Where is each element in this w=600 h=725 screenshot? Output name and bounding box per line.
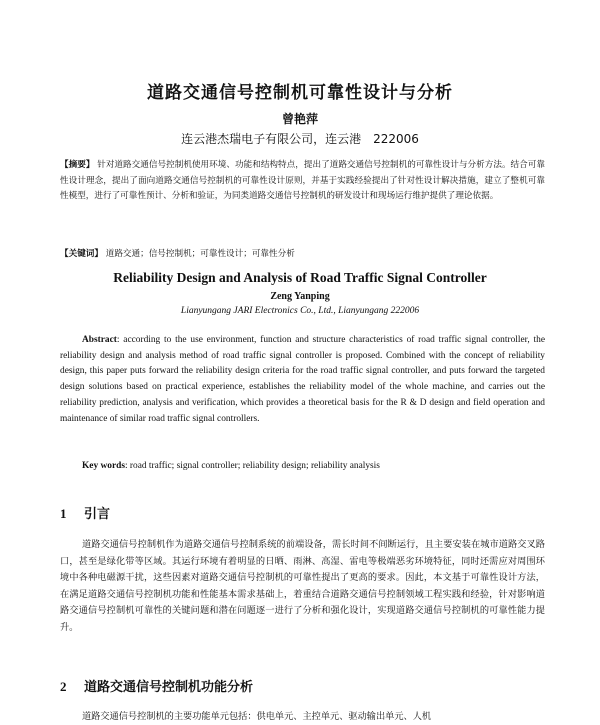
abstract-cn — [60, 158, 545, 205]
abstract-en-text: : according to the use environment, function and structure characteristics of road traffic signal controller, the reliability design and analysis method of road traffic signal controller is proposed. Combined with the concept of reliability design, this paper puts forward the reliability design criteria for the road traffic signal controller, and puts forward the targeted design solutions based on practical experience, establishes the reliability model of the whole machine, and carries out the reliability prediction, analysis and verification, which provides a theoretical basis for the R & D design and field operation and maintenance of similar road traffic signal controllers. — [60, 335, 545, 424]
section-2-title: 道路交通信号控制机功能分析 — [84, 680, 254, 695]
abstract-cn-label: 【摘要】 — [60, 160, 95, 170]
abstract-en — [60, 333, 545, 427]
author-name-cn: 曾艳萍 — [281, 112, 318, 126]
affiliation-en: Lianyungang JARI Electronics Co., Ltd., Lianyungang 222006 — [180, 306, 420, 316]
keywords-en-label: Key words — [82, 461, 125, 471]
section-1-heading — [60, 503, 110, 522]
paper-title-cn: 道路交通信号控制机可靠性设计与分析 — [147, 83, 453, 103]
keywords-cn-label: 【关键词】 — [60, 249, 103, 259]
author-name-en: Zeng Yanping — [270, 291, 330, 302]
keywords-cn — [60, 247, 545, 259]
section-2-heading — [60, 676, 253, 695]
keywords-en — [82, 461, 545, 471]
abstract-en-label: Abstract — [82, 335, 117, 345]
keywords-cn-text: 道路交通；信号控制机；可靠性设计；可靠性分析 — [105, 249, 295, 259]
keywords-en-text: : road traffic; signal controller; reliability design; reliability analysis — [124, 461, 380, 471]
section-2-body: 道路交通信号控制机的主要功能单元包括：供电单元、主控单元、驱动输出单元、人机 — [82, 711, 432, 722]
paper-title-en: Reliability Design and Analysis of Road Traffic Signal Controller — [113, 270, 487, 285]
section-1-number: 1 — [60, 506, 67, 521]
affiliation-cn: 连云港杰瑞电子有限公司，连云港 222006 — [181, 132, 419, 146]
section-1-body: 道路交通信号控制机作为道路交通信号控制系统的前端设备，需长时间不间断运行，且主要安装在城市道路交叉路口，甚至是绿化带等区域。其运行环境有着明显的日晒、雨淋、高湿、雷电等极端恶劣环境特征，同时还需应对周围环境中各种电磁源干扰，这些因素对道路交通信号控制机的可靠性提出了更高的要求。因此，本文基于可靠性设计方法，在满足道路交通信号控制机功能和性能基本需求基础上，着重结合道路交通信号控制领域工程实践和经验，针对影响道路交通信号控制机可靠性的关键问题和潜在问题逐一进行了分析和强化设计，实现道路交通信号控制机的可靠性能力提升。 — [60, 539, 545, 633]
section-1-title: 引言 — [84, 507, 111, 522]
section-2-number: 2 — [60, 679, 67, 694]
abstract-cn-text: 针对道路交通信号控制机使用环境、功能和结构特点，提出了道路交通信号控制机的可靠性设计与分析方法。结合可靠性设计理念，提出了面向道路交通信号控制机的可靠性设计原则，并基于实践经验提出了针对性设计解决措施，建立了整机可靠性模型，进行了可靠性预计、分析和验证，为同类道路交通信号控制机的研发设计和现场运行维护提供了理论依据。 — [60, 160, 545, 202]
